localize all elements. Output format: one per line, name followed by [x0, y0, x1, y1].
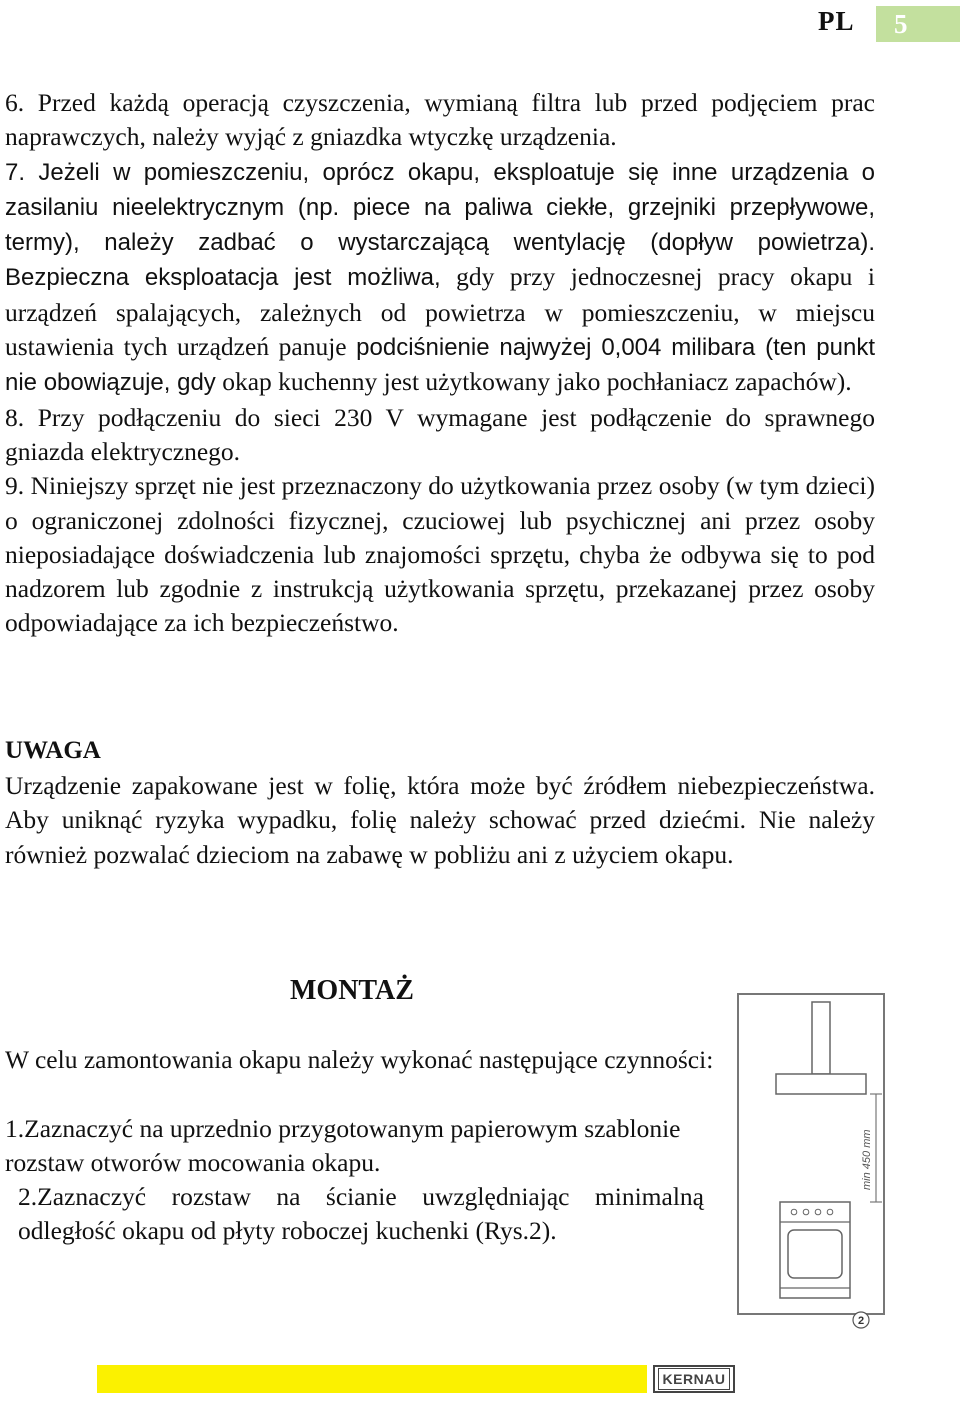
- montaz-step-1: 1.Zaznaczyć na uprzednio przygotowanym papierowym szablonie rozstaw otworów mocowania okapu.: [5, 1114, 681, 1178]
- instruction-7: [5, 155, 875, 401]
- brand-logo: [653, 1365, 735, 1393]
- hood-body: [776, 1074, 866, 1094]
- footer-color-bar: [97, 1365, 647, 1393]
- instruction-7-part-a: 7. Jeżeli w pomieszczeniu, oprócz okapu, eksploatuje się inne urządzenia o zasilaniu nieelektrycznym (np. piece na paliwa ciekłe, grzejniki przepływowe, termy), należy zadbać o wystarczającą wentylację (dopływ powietrza).: [5, 158, 875, 257]
- instruction-9: 9. Niniejszy sprzęt nie jest przeznaczony do użytkowania przez osoby (w tym dzieci) o ograniczonej zdolności fizycznej, czuciowej lub psychicznej ani przez osoby nieposiadające doświadczenia lub znajomości sprzętu, chyba że odbywa się to pod nadzorem lub zgodnie z instrukcją użytkowania sprzętu, przekazanej przez osoby odpowiadające za ich bezpieczeństwo.: [5, 471, 875, 638]
- instruction-7-part-e: okap kuchenny jest użytkowany jako pochłaniacz zapachów).: [222, 367, 852, 397]
- language-label: PL: [818, 6, 855, 36]
- instruction-8: 8. Przy podłączeniu do sieci 230 V wymagane jest podłączenie do sprawnego gniazda elektrycznego.: [5, 402, 875, 466]
- page-number-badge: [876, 6, 960, 42]
- hood-installation-diagram: [736, 990, 888, 1335]
- montaz-step-2: 2.Zaznaczyć rozstaw na ścianie uwzględniając minimalną odległość okapu od płyty roboczej kuchenki (Rys.2).: [18, 1182, 704, 1246]
- instruction-7-part-d: podciśnienie najwyżej 0,004 milibara (ten punkt nie obowiązuje, gdy: [5, 334, 875, 397]
- page-number: 5: [894, 8, 908, 39]
- instruction-6: 6. Przed każdą operacją czyszczenia, wymianą filtra lub przed podjęciem prac naprawczych, należy wyjąć z gniazdka wtyczkę urządzenia.: [5, 88, 875, 152]
- safety-instructions: [5, 86, 875, 641]
- warning-text: Urządzenie zapakowane jest w folię, która może być źródłem niebezpieczeństwa. Aby uniknąć ryzyka wypadku, folię należy schować przed dziećmi. Nie należy również pozwalać dzieciom na zabawę w pobliżu ani z użyciem okapu.: [5, 771, 875, 869]
- warning-title: UWAGA: [5, 737, 101, 764]
- hood-chimney: [812, 1002, 830, 1074]
- instruction-7-part-c: gdy przy jednoczesnej pracy okapu i urządzeń spalających, zależnych od powietrza w pomieszczeniu, w miejscu ustawienia tych urządzeń panuje: [5, 262, 875, 362]
- dimension-label: min 450 mm: [861, 1129, 873, 1190]
- instruction-7-part-b: Bezpieczna eksploatacja jest możliwa,: [5, 264, 441, 292]
- section-title-montaz: MONTAŻ: [290, 975, 414, 1006]
- figure-number: 2: [857, 1315, 865, 1327]
- brand-name: KERNAU: [658, 1368, 731, 1390]
- montaz-intro: W celu zamontowania okapu należy wykonać następujące czynności:: [5, 1045, 714, 1074]
- stove-body: [780, 1202, 850, 1298]
- hood-installation-drawing: [736, 990, 888, 1335]
